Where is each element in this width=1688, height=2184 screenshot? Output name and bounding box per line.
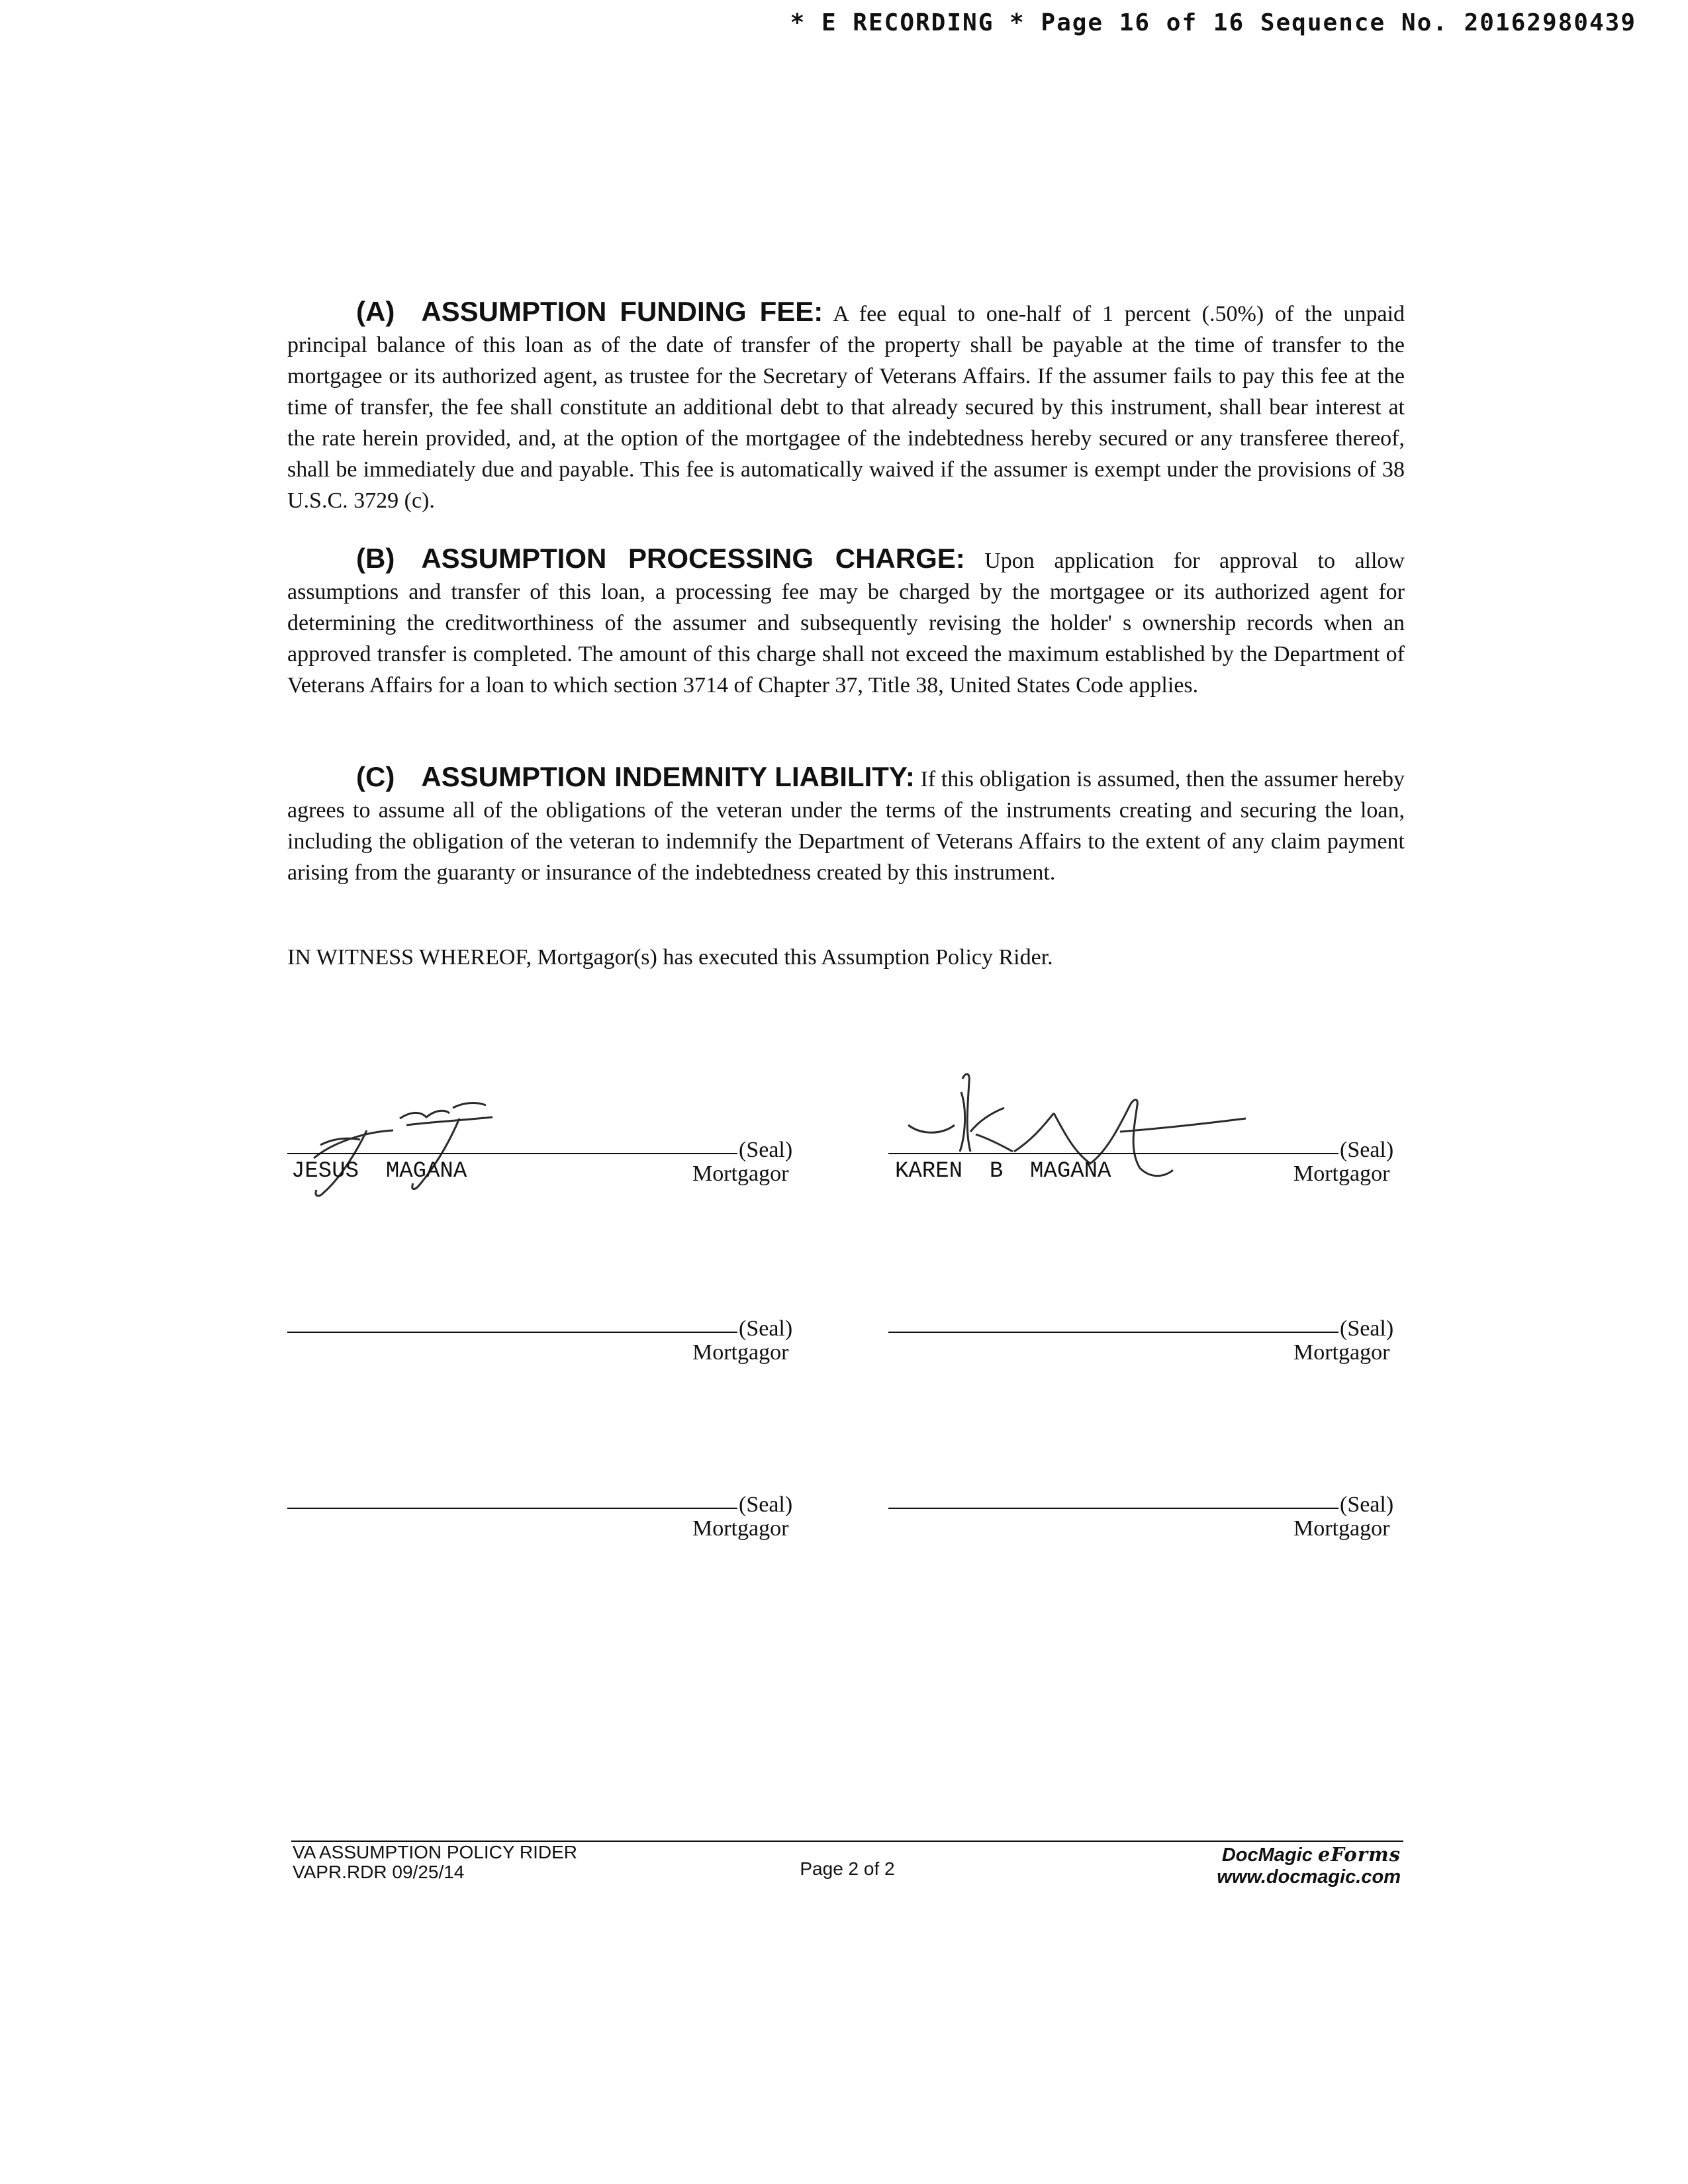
footer-form-info (293, 1843, 577, 1882)
signer-role: Mortgagor (692, 1516, 789, 1541)
seal-label: (Seal) (739, 1316, 793, 1341)
signature-line (888, 1508, 1338, 1509)
signer-role: Mortgagor (1293, 1516, 1390, 1541)
signer-name: JESUS MAGANA (291, 1159, 467, 1184)
witness-statement: IN WITNESS WHEREOF, Mortgagor(s) has executed this Assumption Policy Rider. (287, 945, 1053, 970)
seal-label: (Seal) (1340, 1492, 1394, 1517)
signature-block-5 (287, 1480, 802, 1539)
footer-brand (1217, 1844, 1401, 1888)
section-letter: (A) (356, 296, 395, 327)
section-title: ASSUMPTION FUNDING FEE: (421, 296, 823, 327)
signature-line (888, 1153, 1338, 1154)
signature-block-1 (287, 1125, 802, 1185)
brand-website: www.docmagic.com (1217, 1866, 1401, 1888)
signer-role: Mortgagor (692, 1340, 789, 1365)
signer-role: Mortgagor (692, 1161, 789, 1186)
signature-line (287, 1508, 737, 1509)
section-title: ASSUMPTION INDEMNITY LIABILITY: (421, 761, 915, 792)
signature-line (287, 1153, 737, 1154)
signature-block-2 (888, 1125, 1405, 1185)
signature-line (287, 1332, 737, 1333)
recording-stamp: * E RECORDING * Page 16 of 16 Sequence No. 20162980439 (790, 9, 1636, 36)
seal-label: (Seal) (739, 1138, 793, 1162)
seal-label: (Seal) (1340, 1316, 1394, 1341)
page-number: Page 2 of 2 (800, 1858, 895, 1879)
brand-name: DocMagic (1221, 1844, 1313, 1866)
seal-label: (Seal) (1340, 1138, 1394, 1162)
brand-eforms-logo: eForms (1317, 1843, 1401, 1866)
signature-block-4 (888, 1304, 1405, 1363)
form-code: VAPR.RDR 09/25/14 (293, 1862, 465, 1882)
signer-role: Mortgagor (1293, 1161, 1390, 1186)
section-letter: (C) (356, 761, 395, 792)
signature-line (888, 1332, 1338, 1333)
signer-role: Mortgagor (1293, 1340, 1390, 1365)
section-assumption-indemnity-liability (287, 761, 1405, 888)
section-assumption-processing-charge (287, 543, 1405, 701)
signer-name: KAREN B MAGANA (895, 1159, 1111, 1184)
section-title: ASSUMPTION PROCESSING CHARGE: (421, 543, 965, 574)
section-text: If this obligation is assumed, then the assumer hereby agrees to assume all of the obligations of the veteran under the terms of the instruments creating and securing the loan, including the obligation of the veteran to indemnify the Department of Veterans Affairs to the extent of any claim payment arising from the guaranty or insurance of the indebtedness created by this instrument. (287, 767, 1405, 885)
seal-label: (Seal) (739, 1492, 793, 1517)
section-letter: (B) (356, 543, 395, 574)
section-text: A fee equal to one-half of 1 percent (.50%) of the unpaid principal balance of this loan as of the date of transfer of the property shall be payable at the time of transfer to the mortgagee or its authorized agent, as trustee for the Secretary of Veterans Affairs. If the assumer fails to pay this fee at the time of transfer, the fee shall constitute an additional debt to that already secured by this instrument, shall bear interest at the rate herein provided, and, at the option of the mortgagee of the indebtedness hereby secured or any transferee thereof, shall be immediately due and payable. This fee is automatically waived if the assumer is exempt under the provisions of 38 U.S.C. 3729 (c). (287, 302, 1405, 513)
handwritten-signature-jesus (294, 1079, 532, 1205)
form-title: VA ASSUMPTION POLICY RIDER (293, 1842, 577, 1862)
signature-block-3 (287, 1304, 802, 1363)
signature-block-6 (888, 1480, 1405, 1539)
section-text: Upon application for approval to allow assumptions and transfer of this loan, a processing fee may be charged by the mortgagee or its authorized agent for determining the creditworthiness of the assumer and subsequently revising the holder' s ownership records when an approved transfer is completed. The amount of this charge shall not exceed the maximum established by the Department of Veterans Affairs for a loan to which section 3714 of Chapter 37, Title 38, United States Code applies. (287, 549, 1405, 698)
section-assumption-funding-fee (287, 296, 1405, 516)
